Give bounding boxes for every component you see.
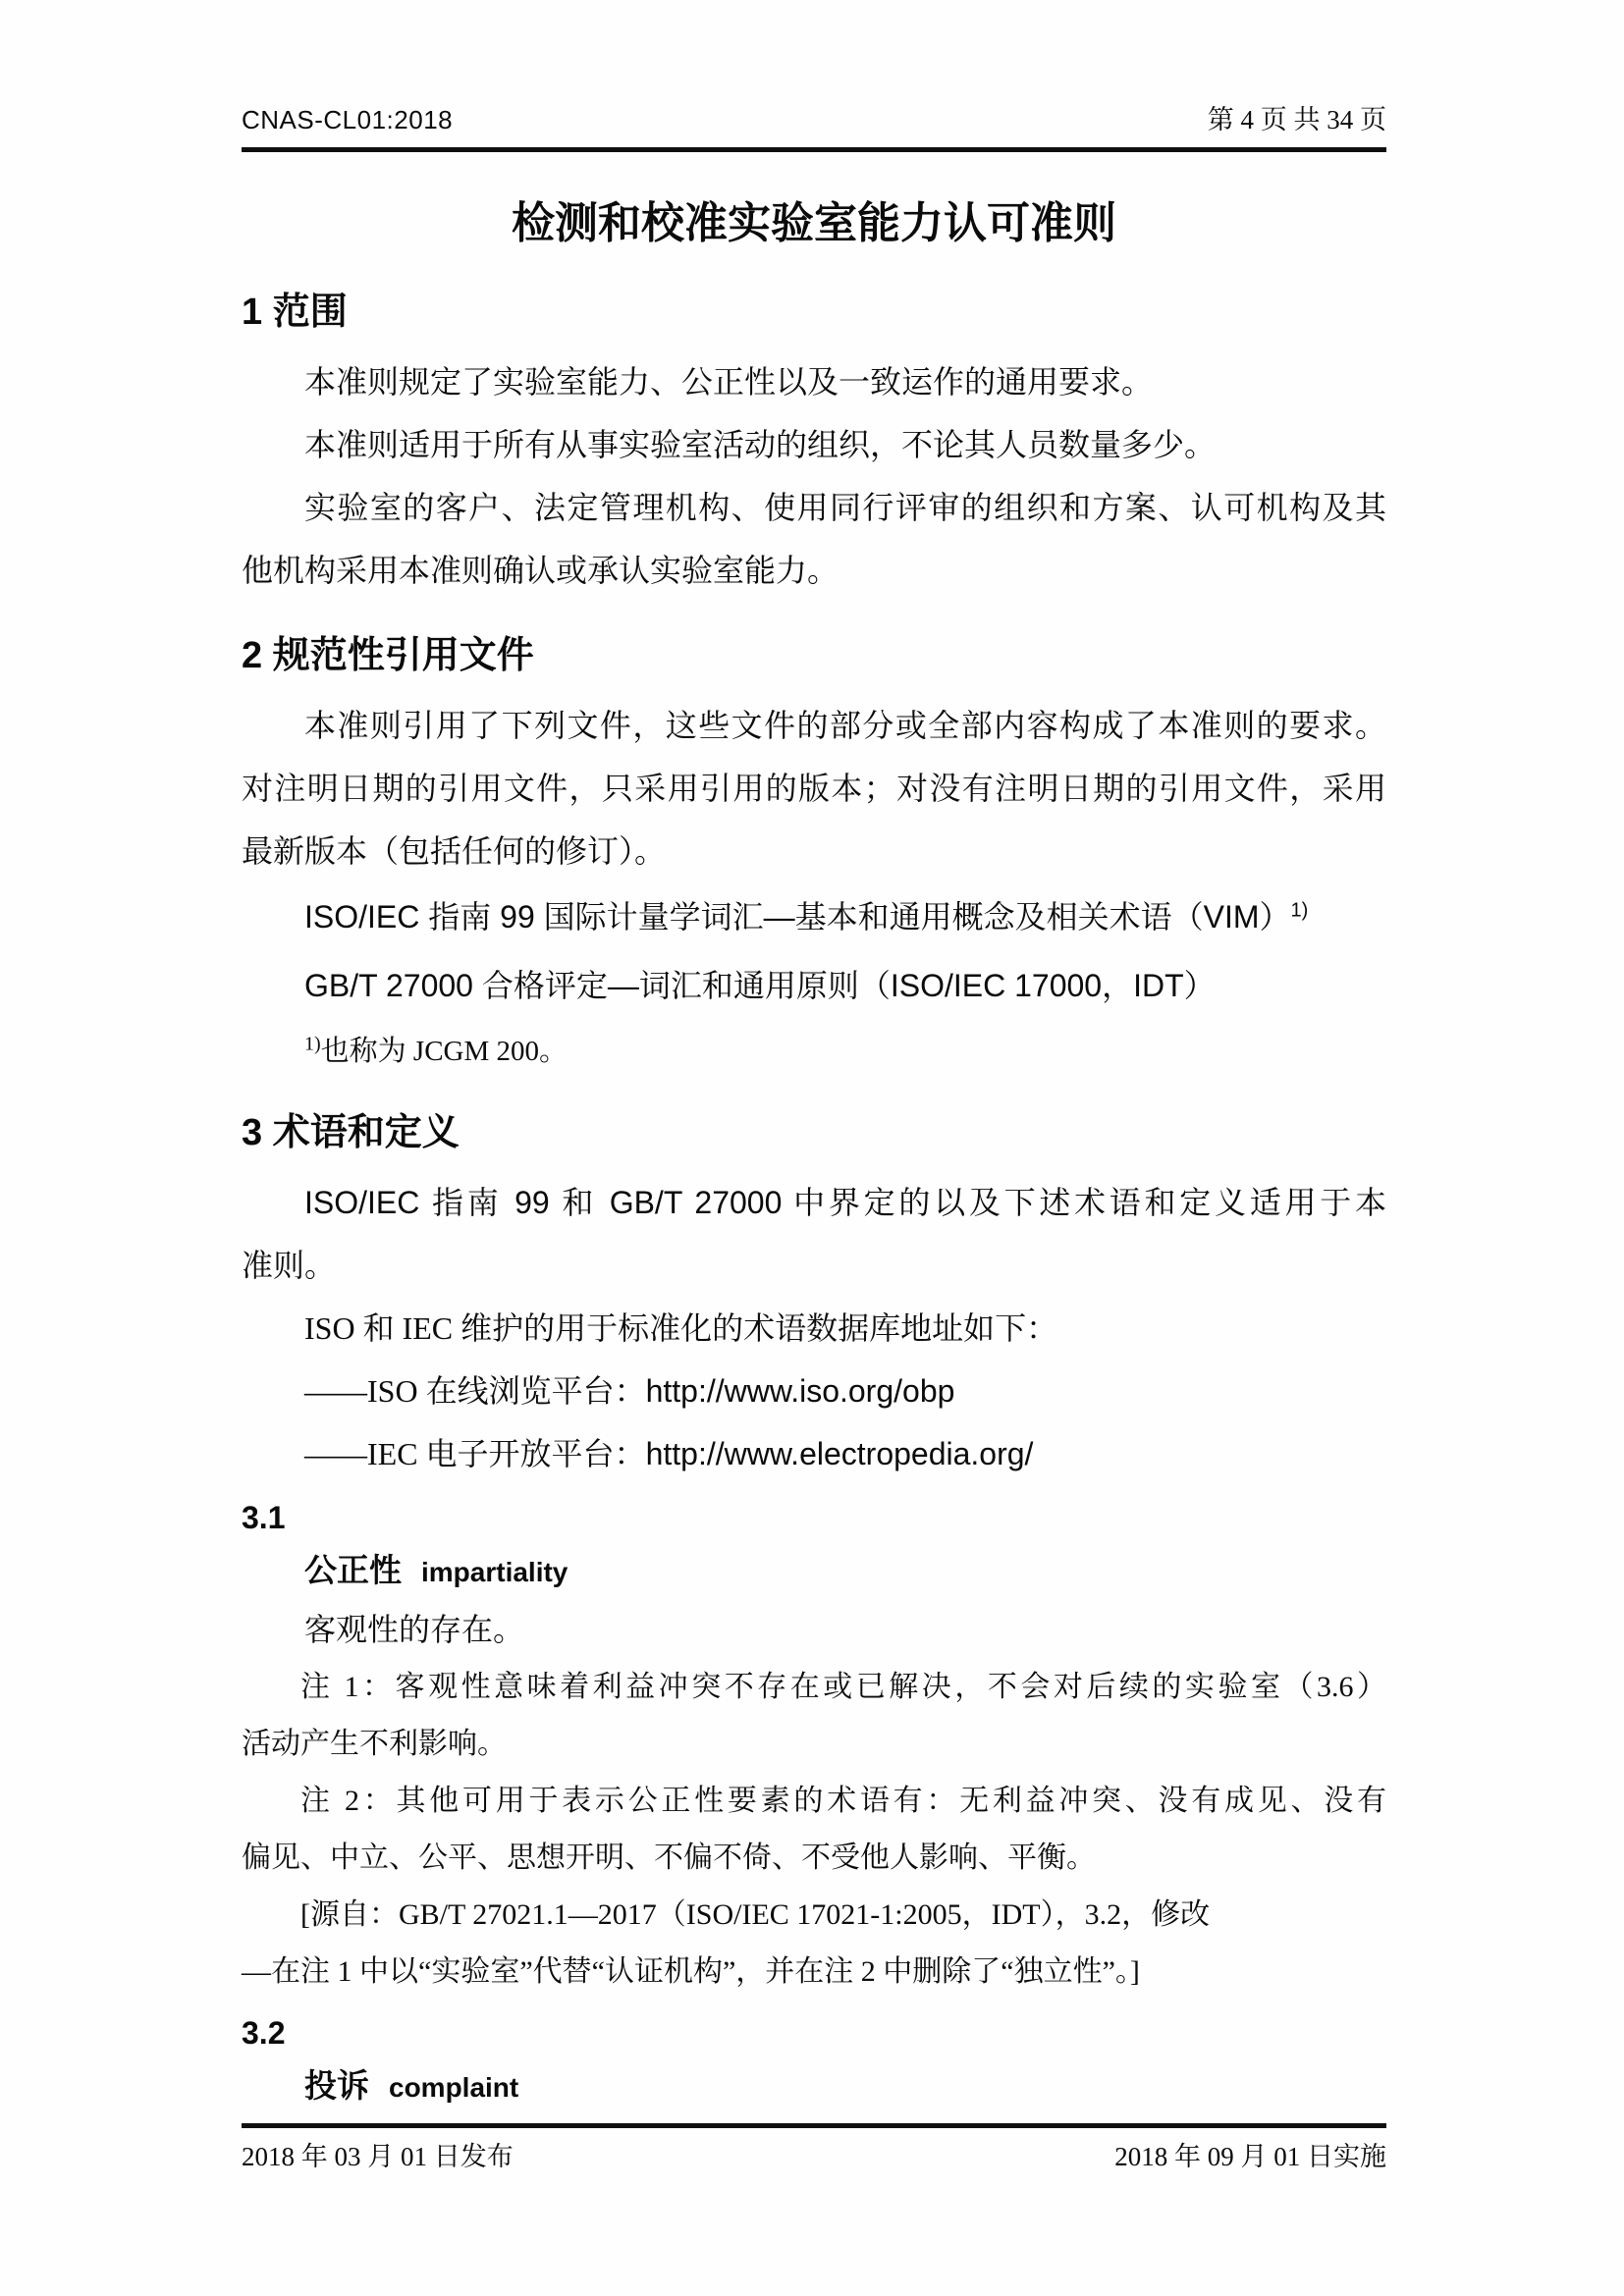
term-3-1-chinese: 公正性 (304, 1554, 402, 1589)
term-3-2-chinese: 投诉 (304, 2069, 369, 2105)
iec-platform-url: http://www.electropedia.org/ (645, 1436, 1034, 1471)
page-header (242, 0, 1386, 152)
term-3-1-note-1-line-1: 注 1：客观性意味着利益冲突不存在或已解决，不会对后续的实验室（3.6） (300, 1671, 1386, 1703)
term-3-1-note-1-line-2: 活动产生不利影响。 (242, 1728, 507, 1760)
section-2-paragraph-line-1: 本准则引用了下列文件，这些文件的部分或全部内容构成了本准则的要求。 (304, 708, 1386, 743)
footer-implementation-date: 2018 年 09 月 01 日实施 (1114, 2142, 1386, 2171)
term-3-1-source-line-2: —在注 1 中以“实验室”代替“认证机构”，并在注 2 中删除了“独立性”。] (242, 1955, 1140, 1988)
section-1-paragraph-2: 本准则适用于所有从事实验室活动的组织，不论其人员数量多少。 (304, 427, 1217, 462)
page-footer (242, 2123, 1386, 2173)
section-3-heading: 3 术语和定义 (242, 1112, 460, 1153)
normative-reference-1-text: ISO/IEC 指南 99 国际计量学词汇—基本和通用概念及相关术语（VIM） (304, 899, 1291, 934)
section-1-heading: 1 范围 (242, 292, 348, 333)
term-3-1-note-2-line-2: 偏见、中立、公平、思想开明、不偏不倚、不受他人影响、平衡。 (242, 1842, 1096, 1874)
footnote-text: 也称为 JCGM 200。 (320, 1036, 568, 1067)
section-3-paragraph-1-line-1 (242, 1171, 1386, 1234)
section-3-paragraph-1-rest: 中界定的以及下述术语和定义适用于本 (782, 1185, 1386, 1220)
section-1-paragraph-1: 本准则规定了实验室能力、公正性以及一致运作的通用要求。 (304, 364, 1154, 400)
footnote-marker: 1) (304, 1033, 321, 1055)
section-3-paragraph-1-latin: ISO/IEC 指南 99 和 GB/T 27000 (304, 1185, 783, 1220)
term-3-1-definition: 客观性的存在。 (304, 1612, 525, 1647)
header-doc-code: CNAS-CL01:2018 (242, 105, 454, 134)
iso-platform-label: ——ISO 在线浏览平台： (304, 1373, 646, 1409)
footer-issue-date: 2018 年 03 月 01 日发布 (242, 2142, 514, 2171)
term-3-2-english: complaint (389, 2072, 519, 2103)
section-3-paragraph-1-line-2: 准则。 (242, 1248, 337, 1283)
terminology-db-item-iec (242, 1422, 1386, 1485)
normative-reference-2: GB/T 27000 合格评定—词汇和通用原则（ISO/IEC 17000，IDT） (304, 968, 1216, 1003)
normative-reference-1 (242, 882, 1386, 951)
header-page-number: 第 4 页 共 34 页 (1207, 105, 1386, 134)
section-2-paragraph-line-3: 最新版本（包括任何的修订）。 (242, 833, 667, 869)
term-3-2-title (242, 2059, 1386, 2115)
term-3-1-number: 3.1 (242, 1500, 286, 1535)
term-3-1-english: impartiality (421, 1557, 568, 1587)
term-3-1-title (242, 1544, 1386, 1600)
section-1-paragraph-3-line-1: 实验室的客户、法定管理机构、使用同行评审的组织和方案、认可机构及其 (304, 490, 1386, 525)
document-title: 检测和校准实验室能力认可准则 (512, 199, 1116, 247)
term-3-2-number: 3.2 (242, 2015, 286, 2051)
footnote-superscript-marker: 1) (1290, 899, 1309, 922)
section-3-paragraph-2: ISO 和 IEC 维护的用于标准化的术语数据库地址如下： (304, 1310, 1058, 1346)
footnote (242, 1024, 1386, 1079)
term-3-1-note-2-line-1: 注 2：其他可用于表示公正性要素的术语有：无利益冲突、没有成见、没有 (300, 1785, 1386, 1817)
section-2-heading: 2 规范性引用文件 (242, 635, 534, 676)
iso-platform-url: http://www.iso.org/obp (645, 1373, 955, 1409)
page-content (242, 0, 1386, 2115)
term-3-1-source-line-1: [源自：GB/T 27021.1—2017（ISO/IEC 17021-1:2005，IDT），3.2，修改 (300, 1898, 1211, 1931)
section-1-paragraph-3-line-2: 他机构采用本准则确认或承认实验室能力。 (242, 553, 839, 588)
terminology-db-item-iso (242, 1360, 1386, 1422)
iec-platform-label: ——IEC 电子开放平台： (304, 1436, 646, 1471)
section-2-paragraph-line-2: 对注明日期的引用文件，只采用引用的版本；对没有注明日期的引用文件，采用 (242, 771, 1386, 806)
